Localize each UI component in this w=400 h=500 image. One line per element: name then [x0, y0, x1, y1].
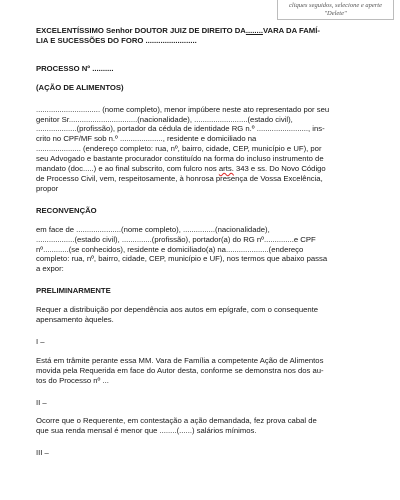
court-address-line-1	[36, 26, 360, 36]
intro-line-4: crito no CPF/MF sob n.º ...................., residente e domiciliado na	[36, 134, 257, 144]
court-address-part-1: EXCELENTÍSSIMO Senhor DOUTOR JUIZ DE DIREITO DA	[36, 26, 246, 35]
court-address-line-2: LIA E SUCESSÕES DO FORO ........................	[36, 35, 197, 45]
intro-line-9: propor	[36, 183, 59, 193]
section-1-line-3: tos do Processo nº ...	[36, 375, 109, 385]
intro-line-7-arts: arts.	[218, 164, 234, 174]
reconvencao-heading: RECONVENÇÃO	[36, 205, 97, 215]
intro-line-6: seu Advogado e bastante procurador constituído na forma do incluso instrumento de	[36, 154, 324, 164]
process-number: PROCESSO Nº ..........	[36, 63, 114, 73]
reconvencao-line-1: em face de .....................(nome completo), ...............(nacionalidade),	[36, 224, 270, 234]
instruction-note-text: cliques seguidos, selecione e aperte "Delete"	[289, 2, 382, 17]
reconvencao-line-5: a expor:	[36, 264, 64, 274]
reconvencao-line-2: ..................(estado civil), ..............(profissão), portador(a) do RG nº..............e CPF	[36, 234, 316, 244]
section-2-number: II –	[36, 397, 47, 407]
intro-line-5: ..................... (endereço completo: rua, nº, bairro, cidade, CEP, município e UF), por	[36, 144, 322, 154]
intro-line-8: de Processo Civil, vem, respeitosamente, à honrosa presença de Vossa Excelência,	[36, 173, 323, 183]
preliminarmente-line-1: Requer a distribuição por dependência aos autos em epígrafe, com o consequente	[36, 305, 319, 315]
reconvencao-line-4: completo: rua, nº, bairro, cidade, CEP, município e UF), nos termos que abaixo passa	[36, 254, 328, 264]
section-2-line-2: que sua renda mensal é menor que ........(......) salários mínimos.	[36, 426, 257, 436]
section-1-number: I –	[36, 336, 45, 346]
preliminarmente-line-2: apensamento àqueles.	[36, 315, 114, 325]
action-title: (AÇÃO DE ALIMENTOS)	[36, 82, 124, 92]
instruction-note	[277, 0, 394, 20]
section-1-line-2: movida pela Requerida em face do Autor desta, conforme se demonstra nos dos au-	[36, 365, 324, 375]
intro-line-2: genitor Sr................................(nacionalidade), .........................(estado civil),	[36, 114, 293, 124]
intro-line-1: .............................. (nome completo), menor impúbere neste ato representado por seu	[36, 104, 330, 114]
section-2-line-1: Ocorre que o Requerente, em contestação a ação demandada, fez prova cabal de	[36, 416, 317, 426]
intro-line-7	[36, 164, 360, 174]
preliminarmente-heading: PRELIMINARMENTE	[36, 286, 111, 296]
intro-line-3: ...................(profissão), portador da cédula de identidade RG n.º ........................, ins-	[36, 124, 325, 134]
intro-line-7-a: mandato (doc.....) e ao final subscrito, com fulcro nos	[36, 164, 219, 174]
reconvencao-line-3: nº............(se conhecidos), residente e domiciliado(a) na....................(endereço	[36, 244, 304, 254]
document-page	[36, 26, 360, 458]
court-address-part-3: VARA DA FAMÍ-	[262, 26, 320, 35]
section-1-line-1: Está em trâmite perante essa MM. Vara de Família a competente Ação de Alimentos	[36, 355, 324, 365]
section-3-number: III –	[36, 448, 49, 458]
court-address-blank: ........	[245, 26, 263, 35]
intro-line-7-c: 343 e ss. Do Novo Código	[233, 164, 326, 174]
